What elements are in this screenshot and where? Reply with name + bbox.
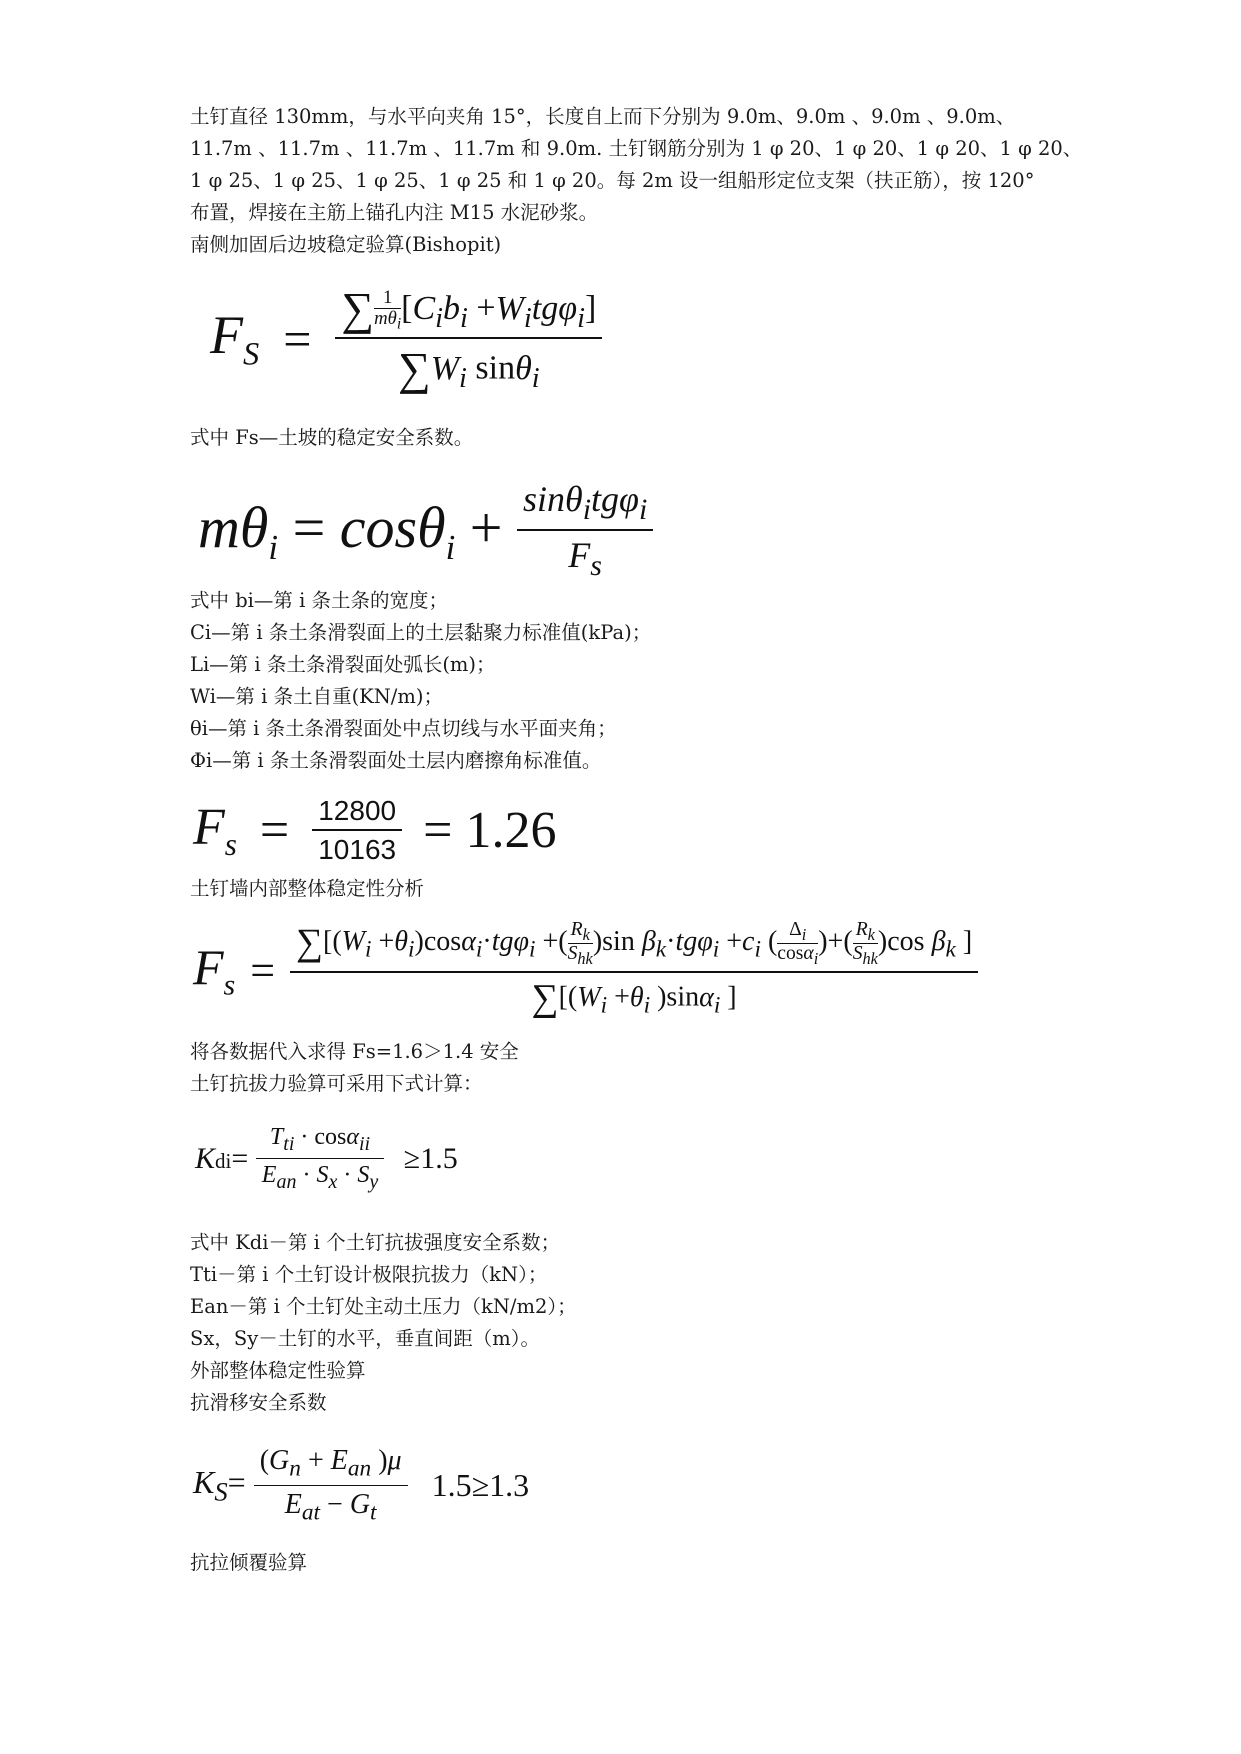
formula-fs-calculation: $F_s$ = $\frac{12800}{10163}$ = 1.26 — [193, 795, 557, 865]
sliding-heading: 抗滑移安全系数 — [190, 1391, 327, 1414]
internal-stability-heading: 土钉墙内部整体稳定性分析 — [190, 877, 425, 900]
definition-ci: Ci—第 i 条土条滑裂面上的土层黏聚力标准值(kPa)； — [190, 621, 652, 644]
definition-tti: Tti－第 i 个土钉设计极限抗拔力（kN）； — [190, 1263, 548, 1286]
ks-values: 1.5≥1.3 — [431, 1467, 530, 1504]
definition-wi: Wi—第 i 条土自重(KN/m)； — [190, 685, 443, 708]
overturn-heading: 抗拉倾覆验算 — [190, 1551, 308, 1574]
formula-ks: $K_S=$ $\frac{(G_n + E_{an} )\mu}{E_{at} - G_t}$ 1.5≥1.3 — [193, 1445, 530, 1526]
formula-m-theta: $m\theta_i = \cos\theta_i$ + $\frac{\sin\theta_itg\varphi_i}{F_s}$ — [198, 478, 653, 583]
result-line: 将各数据代入求得 Fs=1.6＞1.4 安全 — [190, 1040, 519, 1063]
definition-kdi: 式中 Kdi－第 i 个土钉抗拔强度安全系数； — [190, 1231, 561, 1254]
fs-calc-lhs: F — [193, 799, 225, 857]
fs-calc-numerator: 12800 — [312, 795, 402, 831]
intro-line-1: 土钉直径 130mm，与水平向夹角 15°，长度自上而下分别为 9.0m、9.0m 、9.0m 、9.0m、 — [190, 105, 1016, 128]
intro-line-3: 1 φ 25、1 φ 25、1 φ 25、1 φ 25 和 1 φ 20。每 2m 设一组船形定位支架（扶正筋），按 120° — [190, 169, 1035, 192]
formula-bishop-fs: $F_S$ = ∑ 1 $m\theta_i$ $[C_ib_i +W_itg\varphi_i]$ $\sum W_i$ sinθ$_i$ — [210, 282, 602, 395]
definition-bi: 式中 bi—第 i 条土条的宽度； — [190, 589, 449, 612]
fs-calc-denominator: 10163 — [318, 834, 397, 865]
bishop-heading: 南侧加固后边坡稳定验算(Bishopit) — [190, 233, 502, 256]
fs-calc-lhs-sub: s — [224, 826, 237, 862]
kdi-threshold: ≥1.5 — [403, 1141, 458, 1175]
definition-li: Li—第 i 条土条滑裂面处弧长(m)； — [190, 653, 496, 676]
definition-theta: θi—第 i 条土条滑裂面处中点切线与水平面夹角； — [190, 717, 617, 740]
note-fs: 式中 Fs—土坡的稳定安全系数。 — [190, 426, 474, 449]
definition-phi: Φi—第 i 条土条滑裂面处土层内磨擦角标准值。 — [190, 749, 602, 772]
formula-kdi: Kdi= $\frac{T_{ti} \cdot \cos\alpha_{ii}}{E_{an} \cdot S_x \cdot S_y}$ ≥1.5 — [195, 1124, 458, 1193]
external-stability-heading: 外部整体稳定性验算 — [190, 1359, 366, 1382]
fs-calc-result: 1.26 — [465, 802, 557, 859]
formula-internal-stability: $F_s$ = $\sum[(W_i +\theta_i)\cos\alpha_i\cdot tg\varphi_i$ +( $R_k$ $S_{hk}$ )sin $\beta_k\cdot tg\varphi_i +c_i$ ( $\frac{\Delta_i}{\cos\alpha_i}$ )+( $R_k$ $S_{hk}$ )cos $\beta_k$ ] $\sum[(W_i +\theta_i$ )sinα$_i$ ] — [193, 920, 978, 1020]
pullout-heading: 土钉抗拔力验算可采用下式计算： — [190, 1072, 483, 1095]
definition-sxsy: Sx，Sy－土钉的水平，垂直间距（m）。 — [190, 1327, 540, 1350]
definition-ean: Ean－第 i 个土钉处主动土压力（kN/m2）； — [190, 1295, 577, 1318]
intro-line-4: 布置，焊接在主筋上锚孔内注 M15 水泥砂浆。 — [190, 201, 599, 224]
intro-line-2: 11.7m 、11.7m 、11.7m 、11.7m 和 9.0m. 土钉钢筋分别为 1 φ 20、1 φ 20、1 φ 20、1 φ 20、 — [190, 137, 1083, 160]
